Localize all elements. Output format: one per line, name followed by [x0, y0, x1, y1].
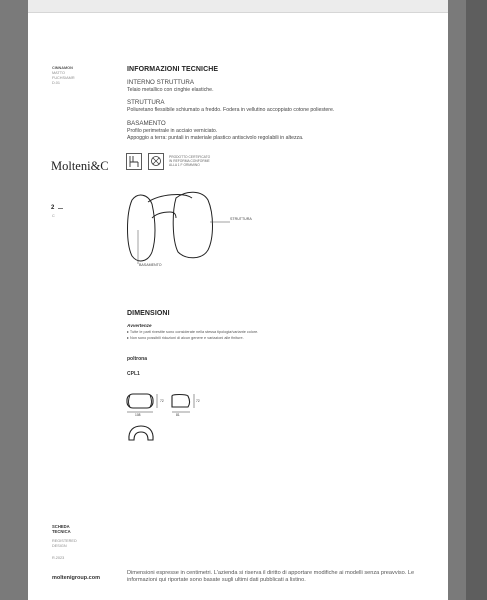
armchair-back	[148, 195, 192, 202]
scheda-title-1: SCHEDA	[52, 524, 70, 529]
armchair-seat	[152, 212, 176, 218]
avvertenze-note-2-text: Non sono possibili riduzioni di alcun genere e variazioni alle finiture.	[129, 336, 244, 340]
cert-text-2: IN REFORMA CONFORME	[169, 159, 210, 163]
armchair-right-arm	[173, 192, 212, 258]
cert-text-3: ALLA 1 F ORMMINO	[169, 163, 200, 167]
basamento-label: BASAMENTO	[139, 263, 162, 267]
avvertenze-note-1-text: Tutte le parti rivestite sono considerate nella stessa tipologia/variante colore.	[129, 330, 259, 334]
armchair-left-arm	[128, 195, 156, 261]
front-view-icon	[127, 394, 157, 412]
registered-line-1: REGISTERED	[52, 539, 77, 543]
armchair-diagram	[118, 188, 263, 274]
product-code: CINNAMON	[52, 66, 73, 70]
side-height-value: 72	[196, 399, 200, 403]
avvertenze-title: Avvertenze	[127, 323, 152, 328]
struttura-label: STRUTTURA	[230, 217, 252, 221]
window-scrollbar[interactable]	[466, 0, 487, 600]
section-dash	[58, 208, 63, 209]
chair-cert-icon	[127, 154, 142, 170]
cert-text-1: PRODOTTO CERTIFICATO	[169, 155, 211, 159]
footer-line-1: Dimensioni espresse in centimetri. L'azienda si riserva il diritto di apportare modifiche ai modelli senza preavviso. Le	[127, 570, 415, 576]
tech-text-basamento-2: Appoggio a terra: puntali in materiale plastico antiscivolo regolabili in altezza.	[127, 135, 304, 141]
tech-info-title: INFORMAZIONI TECNICHE	[127, 66, 219, 73]
document-page	[28, 0, 448, 600]
website-link[interactable]: moltenigroup.com	[52, 575, 100, 581]
cert-text	[169, 155, 210, 167]
front-width-value: 108	[135, 413, 141, 417]
bullet-1: ▸	[127, 330, 130, 334]
top-view-icon	[126, 424, 158, 444]
section-sub: C	[52, 214, 55, 218]
side-width-value: 81	[176, 413, 180, 417]
certification-icons	[126, 153, 166, 171]
scheda-title-2: TECNICA	[52, 529, 71, 534]
dimensions-title: DIMENSIONI	[127, 310, 170, 317]
edition: R.2023	[52, 556, 65, 560]
product-line-1: MATTO	[52, 71, 65, 75]
page-top-strip	[28, 0, 448, 13]
side-view-icon	[172, 394, 194, 412]
tech-text-interno: Telaio metallico con cinghie elastiche.	[127, 87, 214, 93]
tech-label-basamento: BASAMENTO	[127, 120, 166, 127]
tech-label-interno: INTERNO STRUTTURA	[127, 79, 195, 86]
avvertenze-note-1	[127, 330, 258, 335]
fire-cert-icon	[149, 154, 164, 170]
bullet-2: ▸	[127, 336, 130, 340]
product-label: poltrona	[127, 356, 147, 362]
section-number: 2	[51, 205, 55, 211]
avvertenze-note-2	[127, 336, 244, 341]
product-line-2: FUCHSIAMR	[52, 76, 75, 80]
footer-line-2: informazioni qui riportate sono basate sugli ultimi dati pubblicati a listino.	[127, 577, 306, 583]
model-code: CPL1	[127, 371, 140, 377]
tech-text-basamento-1: Profilo perimetrale in acciaio verniciato.	[127, 128, 218, 134]
brand-logo: Molteni&C	[51, 159, 109, 173]
product-line-3: D.01	[52, 81, 61, 85]
tech-label-struttura: STRUTTURA	[127, 99, 165, 106]
front-height-value: 72	[160, 399, 164, 403]
tech-text-struttura: Poliuretano flessibile schiumato a freddo. Fodera in vellutino accoppiato cotone poliestere.	[127, 107, 335, 113]
registered-line-2: DESIGN	[52, 544, 67, 548]
